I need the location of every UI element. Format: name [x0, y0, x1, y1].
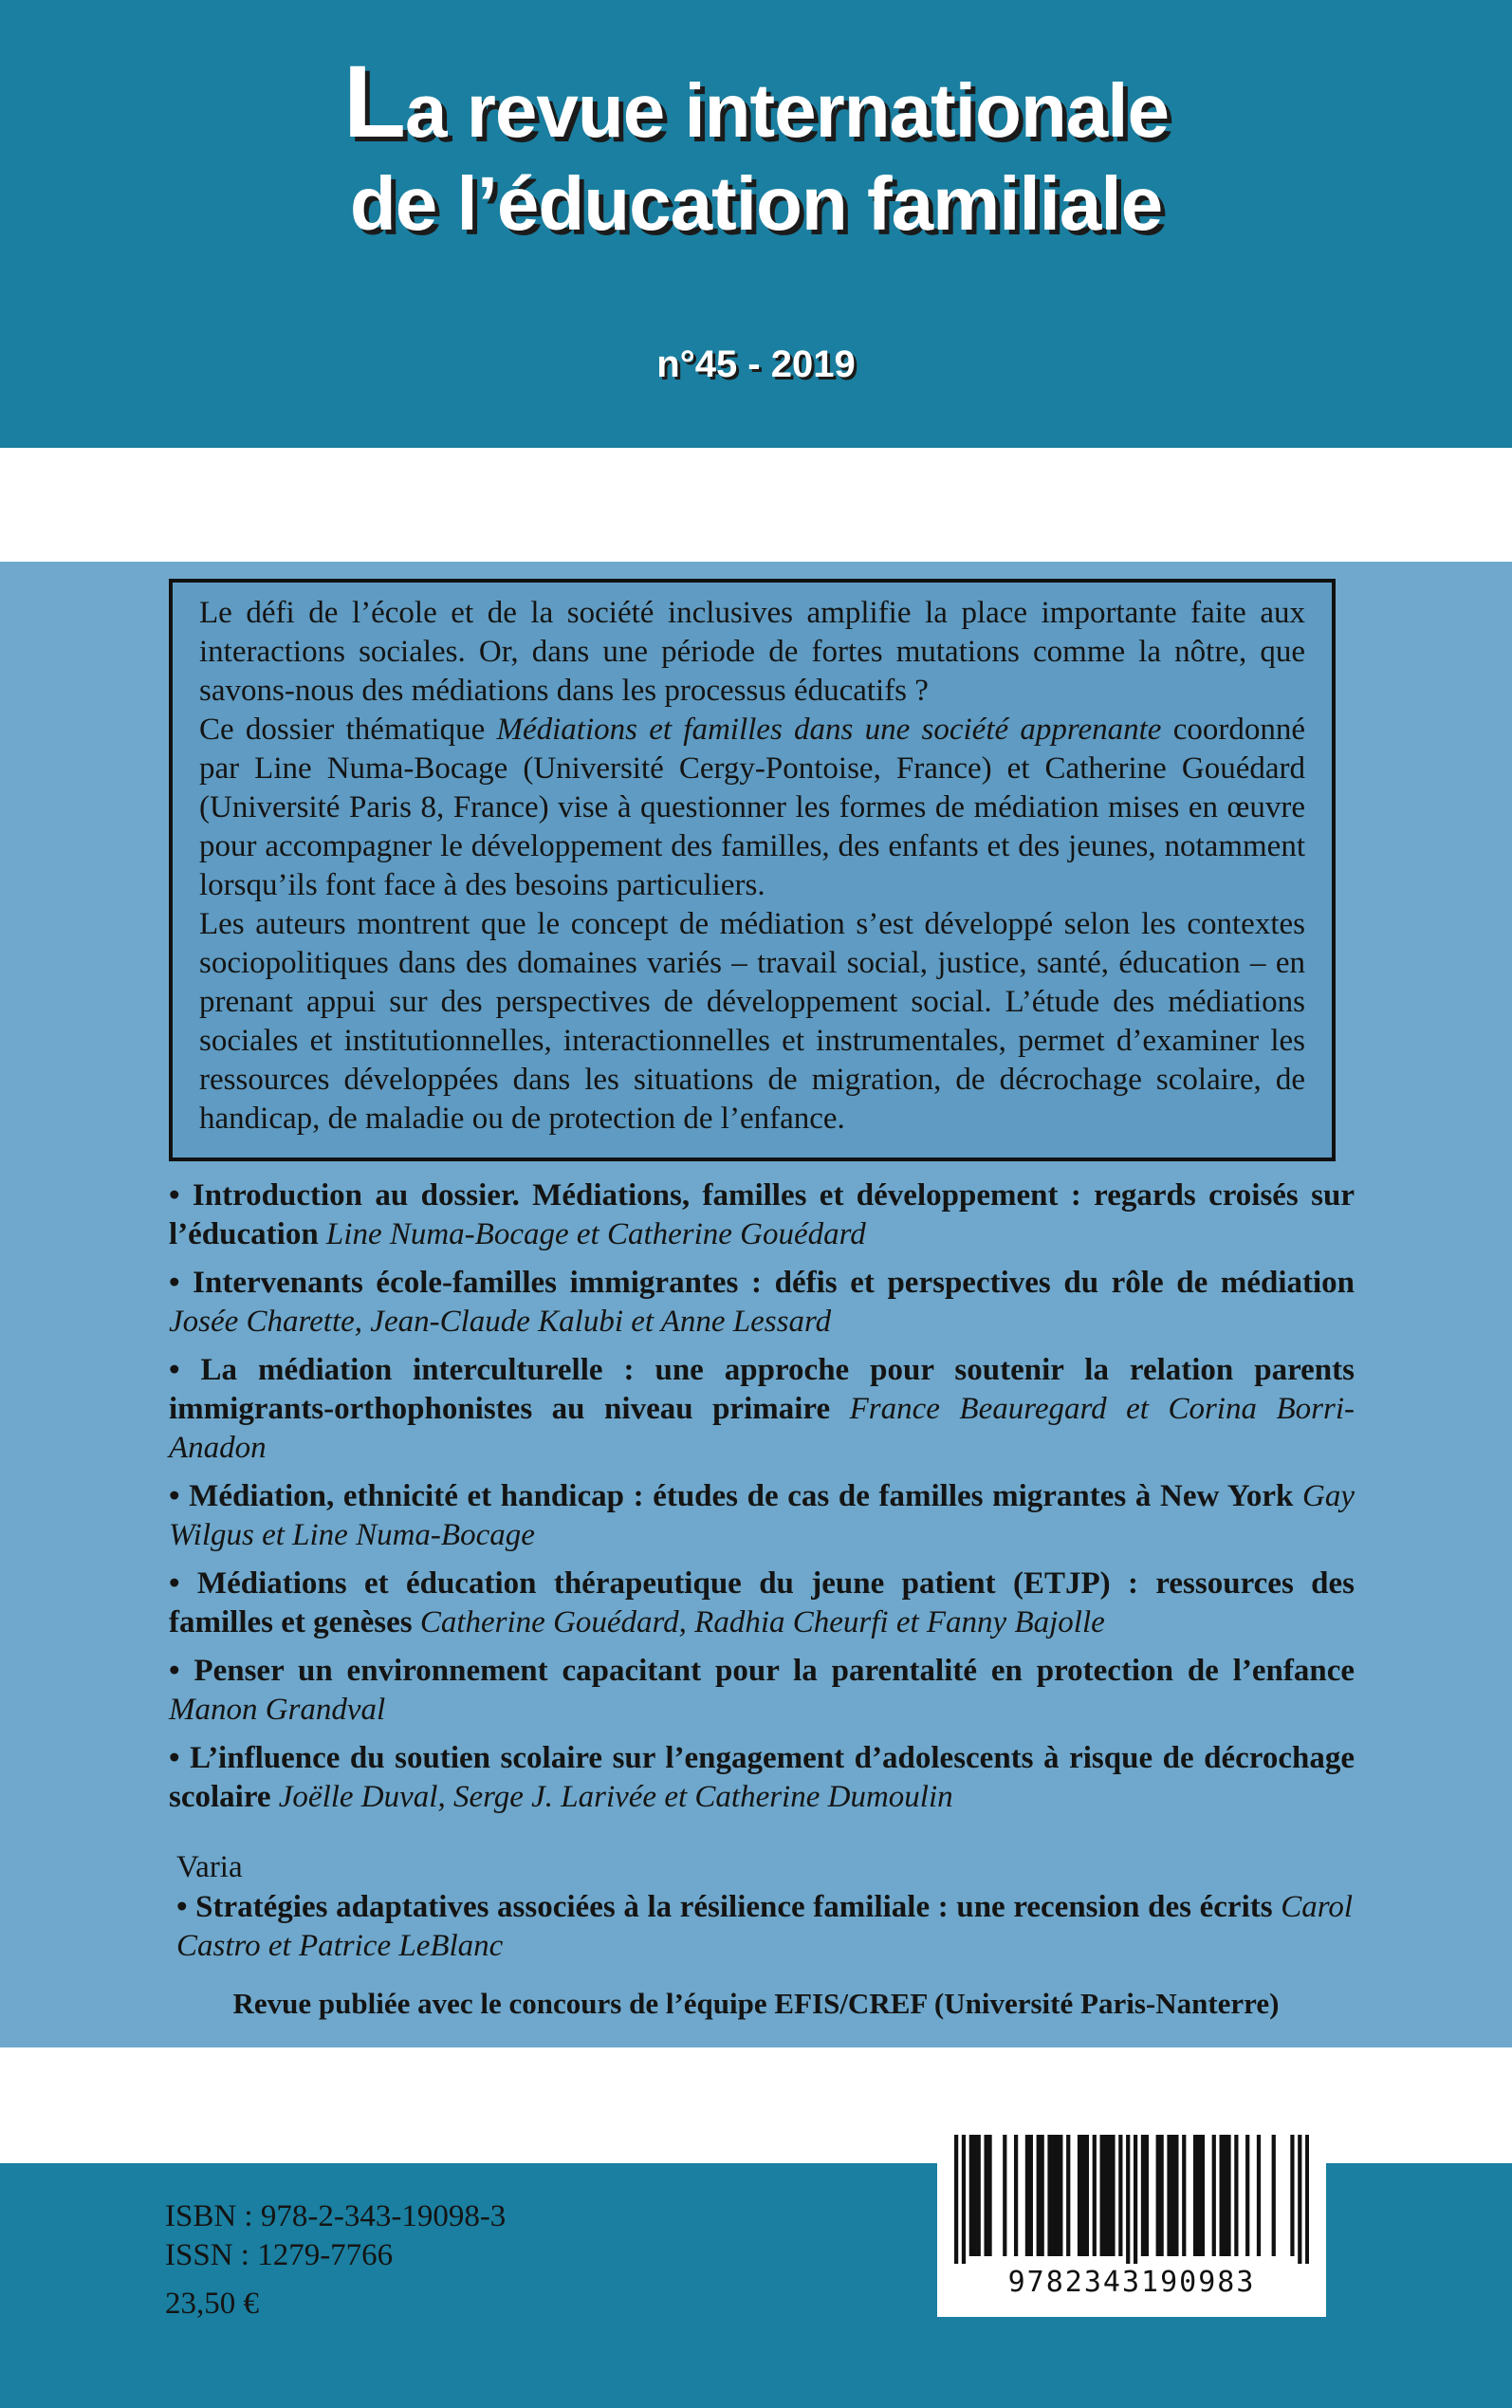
- barcode-bar: [1055, 2135, 1059, 2256]
- barcode-bar: [1093, 2135, 1097, 2256]
- toc-item: [169, 1176, 1355, 1254]
- toc-item: [169, 1264, 1355, 1342]
- barcode-bar: [1107, 2135, 1111, 2256]
- barcode-bar: [962, 2135, 966, 2264]
- barcode-bar: [1145, 2135, 1149, 2256]
- barcode-bar: [977, 2135, 981, 2256]
- abstract-paragraph-1: Le défi de l’école et de la société inclusives amplifie la place importante faite aux interactions sociales. Or, dans une période de fortes mutations comme la nôtre, que savons-nous des médiations dans les processus éducatifs ?: [199, 596, 1305, 708]
- toc-item-title: • La médiation interculturelle : une approche pour soutenir la relation parents immigrants-orthophonistes au niveau primaire: [169, 1353, 1355, 1426]
- barcode-bar: [1126, 2135, 1130, 2264]
- varia-label: Varia: [176, 1850, 243, 1884]
- barcode-bar: [1014, 2135, 1018, 2256]
- toc-item-title: • Médiation, ethnicité et handicap : études de cas de familles migrantes à New York: [169, 1479, 1294, 1513]
- barcode-bar: [1156, 2135, 1160, 2256]
- barcode-bar: [1245, 2135, 1249, 2256]
- barcode-bar: [1220, 2135, 1224, 2256]
- barcode-bar: [987, 2135, 991, 2256]
- barcode-bar: [1078, 2135, 1081, 2256]
- dossier-title: Médiations et familles dans une société apprenante: [496, 713, 1162, 747]
- barcode-bar: [1171, 2135, 1174, 2256]
- barcode-bar: [1234, 2135, 1238, 2256]
- barcode-bar: [1272, 2135, 1276, 2256]
- toc-item-authors: Josée Charette, Jean-Claude Kalubi et Anne Lessard: [169, 1305, 832, 1339]
- barcode-bar: [973, 2135, 977, 2256]
- toc-item-title: • Introduction au dossier. Médiations, familles et développement : regards croisés sur l’éducation: [169, 1178, 1355, 1251]
- abstract-paragraph-3: Les auteurs montrent que le concept de médiation s’est développé selon les contextes sociopolitiques dans des domaines variés – travail social, justice, santé, éducation – en prenant appui sur des perspectives de développement social. L’étude des médiations sociales et institutionnelles, interactionnelles et instrumentales, permet d’examiner les ressources développées dans les situations de migration, de décrochage scolaire, de handicap, de maladie ou de protection de l’enfance.: [199, 907, 1305, 1136]
- toc-item-authors: France Beauregard et Corina Borri-Anadon: [169, 1392, 1355, 1465]
- table-of-contents: [169, 1176, 1355, 1826]
- toc-item-authors: Joëlle Duval, Serge J. Larivée et Catherine Dumoulin: [278, 1780, 953, 1814]
- toc-item-authors: Manon Grandval: [169, 1693, 386, 1727]
- varia-item-authors: Carol Castro et Patrice LeBlanc: [176, 1890, 1354, 1963]
- isbn: ISBN : 978-2-343-19098-3: [165, 2199, 507, 2233]
- barcode-bar: [1134, 2135, 1137, 2264]
- barcode-bar: [1100, 2135, 1104, 2256]
- barcode-bar: [1226, 2135, 1230, 2256]
- white-divider-top: [0, 448, 1512, 562]
- barcode-bar: [984, 2135, 987, 2256]
- barcode-bar: [1160, 2135, 1164, 2256]
- barcode-bar: [1167, 2135, 1171, 2256]
- barcode-bar: [1197, 2135, 1201, 2256]
- barcode-bar: [1111, 2135, 1115, 2256]
- barcode-bar: [1212, 2135, 1216, 2256]
- barcode-bar: [1051, 2135, 1055, 2256]
- barcode-bar: [1201, 2135, 1205, 2256]
- toc-item-title: • Intervenants école-familles immigrantes : défis et perspectives du rôle de médiation: [169, 1266, 1355, 1300]
- toc-item-title: • Médiations et éducation thérapeutique du jeune patient (ETJP) : ressources des familles et genèses: [169, 1566, 1355, 1639]
- barcode-bar: [954, 2135, 958, 2264]
- journal-title: [0, 44, 1512, 250]
- toc-item: [169, 1652, 1355, 1730]
- barcode-bar: [1103, 2135, 1107, 2256]
- toc-item: [169, 1351, 1355, 1468]
- barcode-bar: [1290, 2135, 1294, 2256]
- price: 23,50 €: [165, 2287, 259, 2321]
- toc-item: [169, 1565, 1355, 1642]
- barcode-bar: [1059, 2135, 1062, 2256]
- barcode-bar: [1047, 2135, 1051, 2256]
- varia-item-title: • Stratégies adaptatives associées à la résilience familiale : une recension des écrits: [176, 1890, 1273, 1924]
- varia-item: [176, 1888, 1353, 1966]
- abstract-box: [169, 579, 1336, 1161]
- toc-item: [169, 1477, 1355, 1555]
- toc-item-authors: Gay Wilgus et Line Numa-Bocage: [169, 1479, 1355, 1552]
- barcode-bar: [1025, 2135, 1029, 2256]
- abstract-p2-suffix: coordonné par Line Numa-Bocage (Université Cergy-Pontoise, France) et Catherine Gouédard (Université Paris 8, France) vise à questionner les formes de médiation mises en œuvre pour accompagner le développement des familles, des enfants et des jeunes, notamment lorsqu’ils font face à des besoins particuliers.: [199, 713, 1305, 902]
- toc-item: [169, 1739, 1355, 1817]
- title-line-1-rest: a revue internationale: [405, 68, 1169, 153]
- toc-item-authors: Catherine Gouédard, Radhia Cheurfi et Fanny Bajolle: [419, 1605, 1105, 1639]
- toc-item-title: • Penser un environnement capacitant pour la parentalité en protection de l’enfance: [169, 1654, 1355, 1688]
- barcode-bar: [1066, 2135, 1070, 2256]
- abstract-paragraph-2: [199, 711, 1305, 905]
- barcode-bar: [1298, 2135, 1301, 2264]
- barcode-bar: [1037, 2135, 1041, 2256]
- issue-number: n°45 - 2019: [656, 343, 856, 385]
- barcode-bar: [969, 2135, 973, 2256]
- identifiers: [165, 2197, 506, 2324]
- barcode-bar: [1223, 2135, 1226, 2256]
- barcode-bar: [1257, 2135, 1261, 2256]
- publisher-note: Revue publiée avec le concours de l’équipe EFIS/CREF (Université Paris-Nanterre): [232, 1987, 1280, 2020]
- barcode-bar: [1174, 2135, 1178, 2256]
- title-line-2: de l’éducation familiale: [349, 161, 1163, 246]
- barcode-bar: [1029, 2135, 1033, 2256]
- barcode-bars: [954, 2135, 1309, 2264]
- barcode-bar: [1182, 2135, 1186, 2256]
- abstract-p2-prefix: Ce dossier thématique: [199, 713, 497, 747]
- barcode-bar: [1085, 2135, 1089, 2256]
- barcode-bar: [1041, 2135, 1044, 2256]
- barcode-bar: [1193, 2135, 1197, 2256]
- barcode: [937, 2118, 1326, 2317]
- barcode-bar: [1003, 2135, 1006, 2256]
- barcode-bar: [1305, 2135, 1309, 2264]
- barcode-bar: [1141, 2135, 1145, 2256]
- title-line-1: La revue internationale: [343, 44, 1169, 158]
- toc-item-title: • L’influence du soutien scolaire sur l’engagement d’adolescents à risque de décrochage scolaire: [169, 1741, 1355, 1814]
- barcode-bar: [1081, 2135, 1085, 2256]
- issn: ISSN : 1279-7766: [165, 2238, 394, 2272]
- barcode-number: 9782343190983: [1007, 2266, 1256, 2299]
- barcode-bar: [1118, 2135, 1122, 2256]
- toc-item-authors: Line Numa-Bocage et Catherine Gouédard: [325, 1217, 866, 1251]
